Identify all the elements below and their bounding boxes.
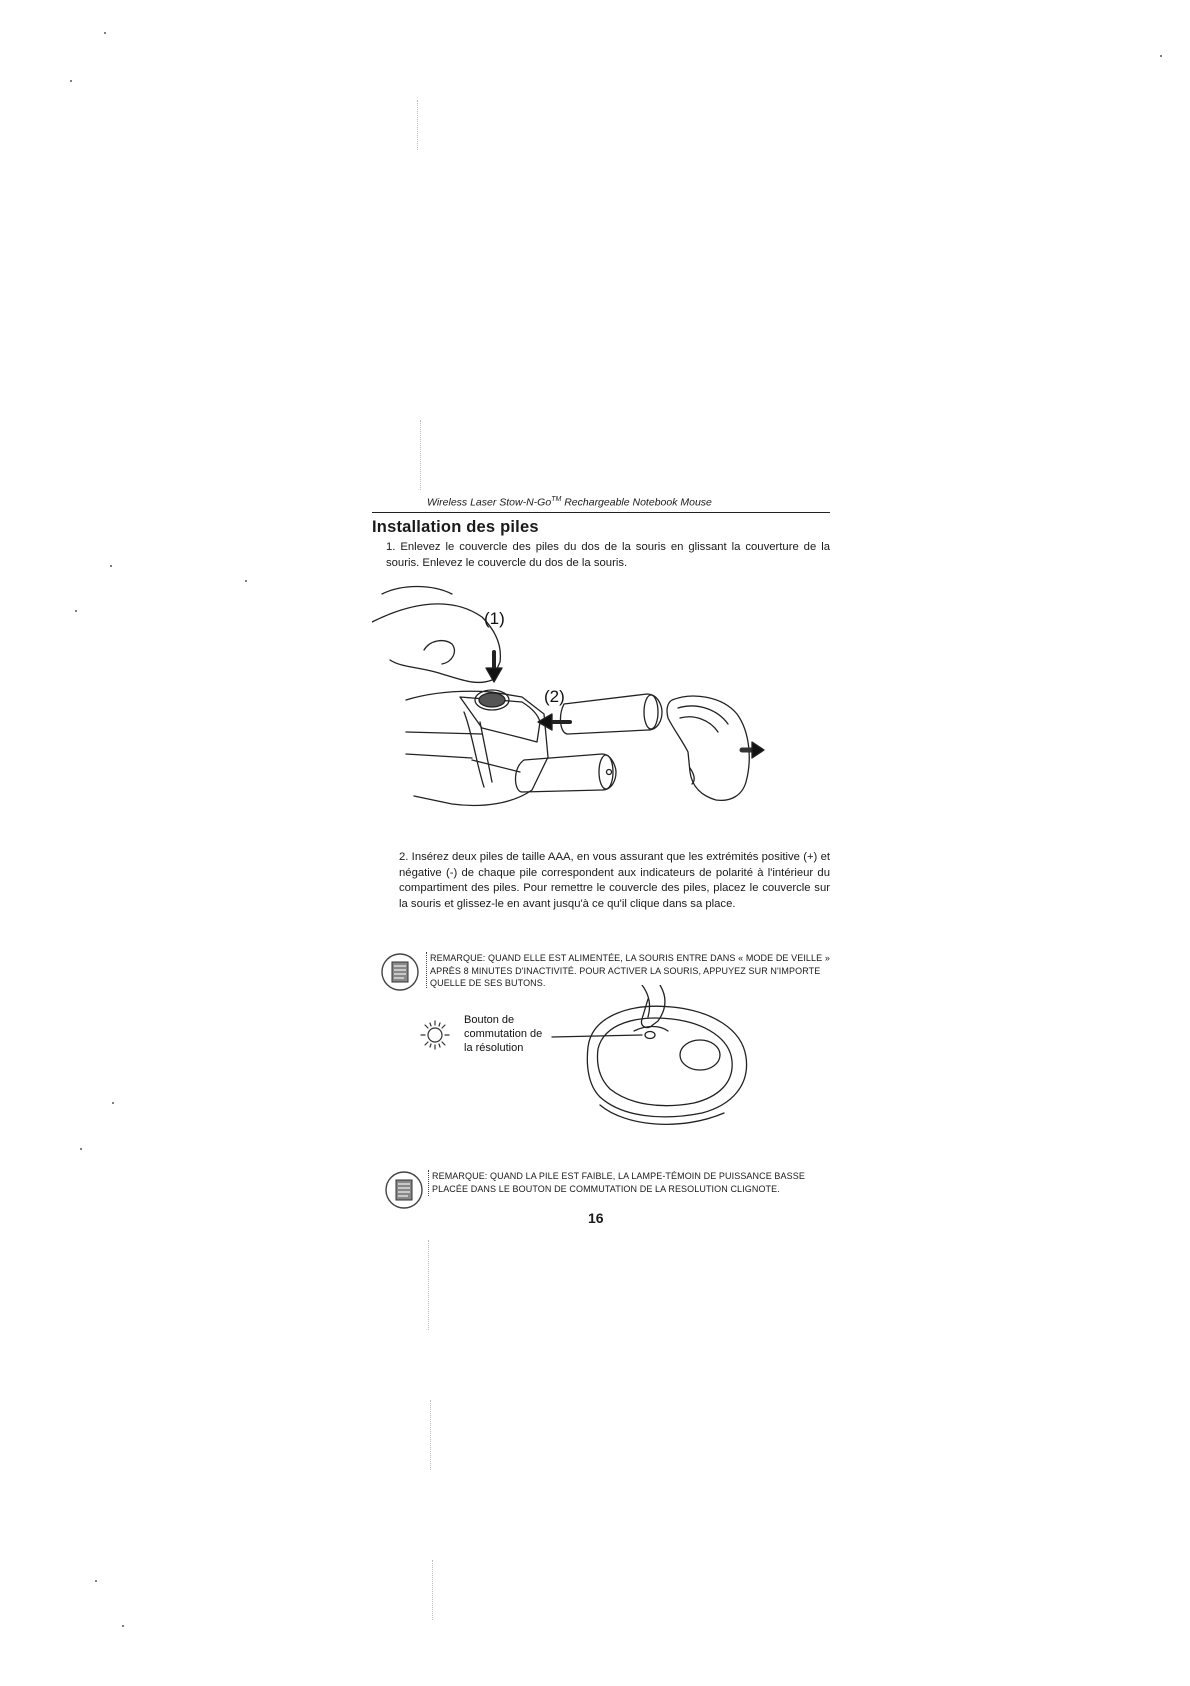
mouse-base-shadow bbox=[600, 1105, 724, 1124]
trademark-mark: TM bbox=[551, 496, 562, 503]
battery-compartment bbox=[464, 712, 520, 787]
battery-upper bbox=[561, 694, 662, 734]
callout-2: (2) bbox=[544, 687, 565, 706]
mouse-top-outline bbox=[587, 1006, 746, 1117]
note-2-text: REMARQUE: QUAND LA PILE EST FAIBLE, LA LAMPE-TÉMOIN DE PUISSANCE BASSE PLACÉE DANS LE BOUTON DE COMMUTATION DE LA RESOLUTION CLIGNOTE. bbox=[432, 1171, 805, 1194]
callout-1: (1) bbox=[484, 609, 505, 628]
label-line-3: la résolution bbox=[464, 1042, 524, 1054]
scan-speck bbox=[122, 1625, 124, 1627]
fold-line bbox=[420, 420, 421, 490]
scan-speck bbox=[112, 1102, 114, 1104]
label-leader-line bbox=[552, 1035, 642, 1037]
scan-speck bbox=[95, 1580, 97, 1582]
running-header-title: Wireless Laser Stow-N-Go bbox=[427, 496, 552, 509]
step-1-text: 1. Enlevez le couvercle des piles du dos de la souris en glissant la couverture de la souris. Enlevez le couvercle du dos de la souris. bbox=[386, 541, 830, 569]
header-rule bbox=[372, 512, 830, 513]
manual-page bbox=[372, 490, 832, 1230]
mouse-inner-outline bbox=[598, 1018, 733, 1106]
scan-speck bbox=[104, 32, 106, 34]
fold-line bbox=[430, 1400, 431, 1470]
running-header-suffix: Rechargeable Notebook Mouse bbox=[561, 496, 712, 509]
battery-cover-outline bbox=[667, 696, 749, 800]
battery-lower-terminal bbox=[607, 770, 612, 775]
slide-arrow-head bbox=[752, 742, 764, 758]
light-burst-icon bbox=[421, 1021, 449, 1049]
step-2-text: 2. Insérez deux piles de taille AAA, en vous assurant que les extrémités positive (+) et négative (-) de chaque pile correspondent aux indicateurs de polarité à l'intérieur du compartiment des piles. Pour remettre le couvercle des piles, placez le couvercle sur la souris et glissez-le en avant jusqu'à ce qu'il clique dans sa place. bbox=[399, 851, 830, 910]
battery-removal-illustration bbox=[372, 582, 832, 822]
scan-speck bbox=[110, 565, 112, 567]
mouse-wheel-slot bbox=[634, 1027, 668, 1032]
page-number: 16 bbox=[588, 1210, 604, 1226]
section-title: Installation des piles bbox=[372, 518, 539, 536]
fold-line bbox=[428, 1240, 429, 1330]
resolution-button-illustration bbox=[412, 985, 752, 1145]
note-1-text: REMARQUE: QUAND ELLE EST ALIMENTÉE, LA SOURIS ENTRE DANS « MODE DE VEILLE » APRÈS 8 MINUTES D'INACTIVITÉ. POUR ACTIVER LA SOURIS, APPUYEZ SUR N'IMPORTE QUELLE DE SES BUTONS. bbox=[430, 953, 830, 988]
battery-cover-inner bbox=[678, 706, 728, 732]
scan-speck bbox=[245, 580, 247, 582]
scan-speck bbox=[80, 1148, 82, 1150]
note-pad-icon bbox=[384, 1170, 424, 1210]
mouse-scroll-recess bbox=[680, 1040, 720, 1070]
running-header bbox=[427, 496, 827, 509]
fold-line bbox=[432, 1560, 433, 1620]
mouse-release-button bbox=[479, 693, 505, 707]
hand-outline bbox=[372, 587, 500, 683]
mouse-body-outline bbox=[406, 691, 548, 805]
arrow-down-head bbox=[486, 668, 502, 682]
scan-speck bbox=[1160, 55, 1162, 57]
battery-upper-cap bbox=[644, 695, 658, 729]
resolution-button bbox=[645, 1032, 655, 1039]
scan-speck bbox=[75, 610, 77, 612]
fold-line bbox=[417, 100, 418, 150]
scan-speck bbox=[70, 80, 72, 82]
note-divider bbox=[426, 952, 427, 988]
label-line-2: commutation de bbox=[464, 1028, 543, 1040]
note-divider bbox=[428, 1170, 429, 1196]
label-line-1: Bouton de bbox=[464, 1014, 515, 1026]
